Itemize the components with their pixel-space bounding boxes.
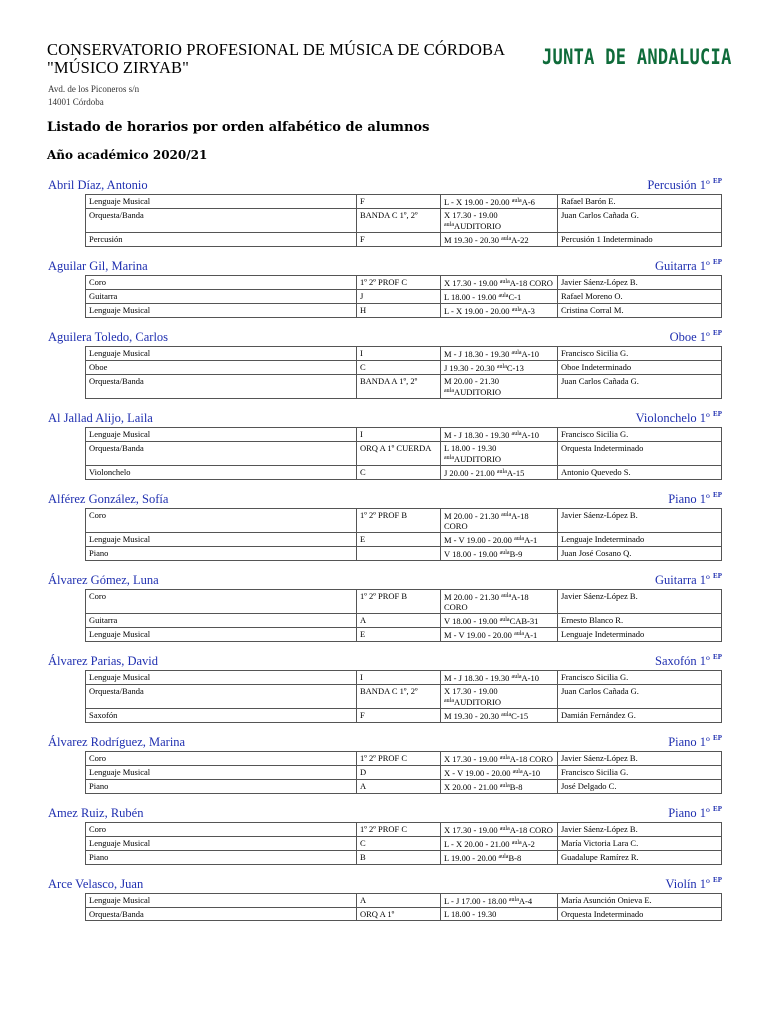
schedule-row <box>86 233 722 247</box>
aula-label: aula <box>496 469 507 475</box>
group-cell: I <box>357 671 441 685</box>
teacher-cell: Orquesta Indeterminado <box>558 908 722 921</box>
schedule-row <box>86 766 722 780</box>
schedule-table <box>85 194 722 247</box>
teacher-cell: Lenguaje Indeterminado <box>558 533 722 547</box>
teacher-cell: Antonio Quevedo S. <box>558 466 722 480</box>
subject-cell: Saxofón <box>86 709 357 723</box>
student-header <box>48 176 722 194</box>
group-cell: F <box>357 195 441 209</box>
time-cell: V 18.00 - 19.00 $^{aula}$B-9 <box>441 547 558 561</box>
schedule-row <box>86 709 722 723</box>
schedule-table <box>85 893 722 921</box>
subject-cell: Coro <box>86 752 357 766</box>
student-header <box>48 409 722 427</box>
group-cell: E <box>357 533 441 547</box>
time-cell: L 19.00 - 20.00 $^{aula}$B-8 <box>441 851 558 865</box>
teacher-cell: María Asunción Onieva E. <box>558 894 722 908</box>
teacher-cell: Rafael Barón E. <box>558 195 722 209</box>
aula-label: aula <box>444 222 454 228</box>
student-name: Alférez González, Sofía <box>48 492 169 506</box>
time-cell: L 18.00 - 19.30 $^{aula}$AUDITORIO <box>441 442 558 466</box>
student-course: Guitarra 1º $^{EP}$ <box>655 258 722 273</box>
student-course: Violonchelo 1º $^{EP}$ <box>635 410 722 425</box>
aula-label: aula <box>501 593 512 599</box>
schedule-table <box>85 427 722 480</box>
aula-label: aula <box>444 698 454 704</box>
student-course: Percusión 1º $^{EP}$ <box>647 177 722 192</box>
aula-label: aula <box>496 364 507 370</box>
schedule-row <box>86 466 722 480</box>
time-cell: M 20.00 - 21.30 $^{aula}$A-18 CORO <box>441 509 558 533</box>
subject-cell: Lenguaje Musical <box>86 837 357 851</box>
address-city: 14001 Córdoba <box>48 97 104 107</box>
subject-cell: Lenguaje Musical <box>86 894 357 908</box>
schedule-table <box>85 751 722 794</box>
group-cell: 1º 2º PROF C <box>357 823 441 837</box>
student-course: Piano 1º $^{EP}$ <box>668 734 722 749</box>
school-title <box>47 41 505 77</box>
teacher-cell: Javier Sáenz-López B. <box>558 276 722 290</box>
schedule-table <box>85 508 722 561</box>
course-level: EP <box>713 410 722 418</box>
time-cell: X 17.30 - 19.00 $^{aula}$AUDITORIO <box>441 209 558 233</box>
subject-cell: Lenguaje Musical <box>86 347 357 361</box>
junta-logo: JUNTA DE ANDALUCIA <box>542 45 732 70</box>
group-cell: ORQ A 1º CUERDA <box>357 442 441 466</box>
schedule-row <box>86 671 722 685</box>
schedule-row <box>86 908 722 921</box>
course-level: EP <box>713 734 722 742</box>
group-cell: I <box>357 347 441 361</box>
schedule-row <box>86 590 722 614</box>
teacher-cell: Javier Sáenz-López B. <box>558 752 722 766</box>
teacher-cell: Juan Carlos Cañada G. <box>558 685 722 709</box>
aula-label: aula <box>499 550 510 556</box>
course-level: EP <box>713 491 722 499</box>
student-header <box>48 804 722 822</box>
schedule-row <box>86 851 722 865</box>
aula-label: aula <box>511 198 522 204</box>
teacher-cell: Javier Sáenz-López B. <box>558 590 722 614</box>
subject-cell: Guitarra <box>86 614 357 628</box>
subject-cell: Orquesta/Banda <box>86 442 357 466</box>
group-cell: 1º 2º PROF C <box>357 276 441 290</box>
schedule-row <box>86 361 722 375</box>
teacher-cell: Francisco Sicilia G. <box>558 428 722 442</box>
group-cell: C <box>357 837 441 851</box>
schedule-row <box>86 304 722 318</box>
academic-year: Año académico 2020/21 <box>47 148 208 162</box>
student-header <box>48 875 722 893</box>
course-level: EP <box>713 653 722 661</box>
schedule-row <box>86 195 722 209</box>
aula-label: aula <box>514 536 525 542</box>
time-cell: L - X 20.00 - 21.00 $^{aula}$A-2 <box>441 837 558 851</box>
group-cell <box>357 547 441 561</box>
subject-cell: Coro <box>86 276 357 290</box>
student-course: Piano 1º $^{EP}$ <box>668 805 722 820</box>
aula-label: aula <box>501 512 512 518</box>
schedule-table <box>85 822 722 865</box>
group-cell: A <box>357 894 441 908</box>
teacher-cell: Juan Carlos Cañada G. <box>558 209 722 233</box>
subject-cell: Lenguaje Musical <box>86 304 357 318</box>
subject-cell: Orquesta/Banda <box>86 685 357 709</box>
student-course: Violín 1º $^{EP}$ <box>665 876 722 891</box>
time-cell: X 17.30 - 19.00 $^{aula}$A-18 CORO <box>441 276 558 290</box>
time-cell: M - V 19.00 - 20.00 $^{aula}$A-1 <box>441 628 558 642</box>
group-cell: A <box>357 614 441 628</box>
time-cell: M 20.00 - 21.30 $^{aula}$A-18 CORO <box>441 590 558 614</box>
schedule-row <box>86 442 722 466</box>
time-cell: X - V 19.00 - 20.00 $^{aula}$A-10 <box>441 766 558 780</box>
school-address <box>48 83 139 109</box>
aula-label: aula <box>512 769 523 775</box>
time-cell: M 20.00 - 21.30 $^{aula}$AUDITORIO <box>441 375 558 399</box>
course-level: EP <box>713 258 722 266</box>
subject-cell: Lenguaje Musical <box>86 533 357 547</box>
school-name: CONSERVATORIO PROFESIONAL DE MÚSICA DE CÓRDOBA <box>47 40 506 59</box>
aula-label: aula <box>499 279 510 285</box>
schedule-row <box>86 628 722 642</box>
group-cell: 1º 2º PROF B <box>357 590 441 614</box>
subject-cell: Coro <box>86 823 357 837</box>
time-cell: X 17.30 - 19.00 $^{aula}$A-18 CORO <box>441 823 558 837</box>
aula-label: aula <box>499 617 510 623</box>
aula-label: aula <box>498 293 509 299</box>
student-header <box>48 257 722 275</box>
teacher-cell: Javier Sáenz-López B. <box>558 823 722 837</box>
subject-cell: Violonchelo <box>86 466 357 480</box>
subject-cell: Percusión <box>86 233 357 247</box>
student-header <box>48 328 722 346</box>
student-header <box>48 490 722 508</box>
student-header <box>48 733 722 751</box>
schedule-row <box>86 780 722 794</box>
schedule-row <box>86 823 722 837</box>
subject-cell: Guitarra <box>86 290 357 304</box>
teacher-cell: Francisco Sicilia G. <box>558 347 722 361</box>
student-block <box>48 652 722 723</box>
teacher-cell: Rafael Moreno O. <box>558 290 722 304</box>
teacher-cell: José Delgado C. <box>558 780 722 794</box>
schedule-table <box>85 346 722 399</box>
time-cell: L - J 17.00 - 18.00 $^{aula}$A-4 <box>441 894 558 908</box>
address-street: Avd. de los Piconeros s/n <box>48 84 140 94</box>
student-name: Aguilera Toledo, Carlos <box>48 330 169 344</box>
student-name: Abril Díaz, Antonio <box>48 178 148 192</box>
group-cell: BANDA A 1º, 2º <box>357 375 441 399</box>
time-cell: V 18.00 - 19.00 $^{aula}$CAB-31 <box>441 614 558 628</box>
schedule-row <box>86 547 722 561</box>
aula-label: aula <box>511 350 522 356</box>
time-cell: J 19.30 - 20.30 $^{aula}$C-13 <box>441 361 558 375</box>
teacher-cell: Orquesta Indeterminado <box>558 442 722 466</box>
subject-cell: Piano <box>86 851 357 865</box>
teacher-cell: Javier Sáenz-López B. <box>558 509 722 533</box>
schedule-row <box>86 290 722 304</box>
aula-label: aula <box>514 631 525 637</box>
subject-cell: Coro <box>86 590 357 614</box>
subject-cell: Lenguaje Musical <box>86 671 357 685</box>
subject-cell: Oboe <box>86 361 357 375</box>
student-block <box>48 257 722 318</box>
time-cell: X 17.30 - 19.00 $^{aula}$AUDITORIO <box>441 685 558 709</box>
student-name: Álvarez Rodríguez, Marina <box>48 735 186 749</box>
subject-cell: Lenguaje Musical <box>86 766 357 780</box>
group-cell: ORQ A 1º <box>357 908 441 921</box>
schedule-row <box>86 209 722 233</box>
subject-cell: Piano <box>86 780 357 794</box>
subject-cell: Orquesta/Banda <box>86 908 357 921</box>
schedule-row <box>86 752 722 766</box>
time-cell: M - J 18.30 - 19.30 $^{aula}$A-10 <box>441 671 558 685</box>
group-cell: B <box>357 851 441 865</box>
course-level: EP <box>713 177 722 185</box>
schedule-row <box>86 837 722 851</box>
group-cell: C <box>357 361 441 375</box>
aula-label: aula <box>444 455 454 461</box>
time-cell: L 18.00 - 19.00 $^{aula}$C-1 <box>441 290 558 304</box>
time-cell: M 19.30 - 20.30 $^{aula}$A-22 <box>441 233 558 247</box>
student-block <box>48 571 722 642</box>
teacher-cell: Guadalupe Ramírez R. <box>558 851 722 865</box>
subject-cell: Lenguaje Musical <box>86 195 357 209</box>
student-name: Aguilar Gil, Marina <box>48 259 148 273</box>
teacher-cell: Cristina Corral M. <box>558 304 722 318</box>
schedule-row <box>86 428 722 442</box>
group-cell: F <box>357 233 441 247</box>
student-name: Al Jallad Alijo, Laila <box>48 411 153 425</box>
time-cell: X 17.30 - 19.00 $^{aula}$A-18 CORO <box>441 752 558 766</box>
student-block <box>48 409 722 480</box>
subject-cell: Orquesta/Banda <box>86 209 357 233</box>
student-header <box>48 571 722 589</box>
schedule-row <box>86 276 722 290</box>
group-cell: 1º 2º PROF C <box>357 752 441 766</box>
group-cell: E <box>357 628 441 642</box>
group-cell: A <box>357 780 441 794</box>
teacher-cell: María Victoria Lara C. <box>558 837 722 851</box>
aula-label: aula <box>498 854 509 860</box>
student-block <box>48 875 722 921</box>
time-cell: J 20.00 - 21.00 $^{aula}$A-15 <box>441 466 558 480</box>
schedule-table <box>85 670 722 723</box>
teacher-cell: Lenguaje Indeterminado <box>558 628 722 642</box>
list-title: Listado de horarios por orden alfabético de alumnos <box>47 120 430 135</box>
schedule-row <box>86 509 722 533</box>
student-block <box>48 328 722 399</box>
aula-label: aula <box>511 307 522 313</box>
schedule-table <box>85 275 722 318</box>
teacher-cell: Francisco Sicilia G. <box>558 766 722 780</box>
aula-label: aula <box>508 897 519 903</box>
students-list <box>48 176 722 931</box>
subject-cell: Piano <box>86 547 357 561</box>
aula-label: aula <box>511 674 522 680</box>
aula-label: aula <box>501 236 512 242</box>
student-header <box>48 652 722 670</box>
aula-label: aula <box>511 840 522 846</box>
schedule-row <box>86 614 722 628</box>
student-name: Arce Velasco, Juan <box>48 877 144 891</box>
group-cell: F <box>357 709 441 723</box>
teacher-cell: Percusión 1 Indeterminado <box>558 233 722 247</box>
group-cell: BANDA C 1º, 2º <box>357 685 441 709</box>
time-cell: L 18.00 - 19.30 <box>441 908 558 921</box>
group-cell: H <box>357 304 441 318</box>
course-level: EP <box>713 572 722 580</box>
time-cell: M - V 19.00 - 20.00 $^{aula}$A-1 <box>441 533 558 547</box>
group-cell: C <box>357 466 441 480</box>
course-level: EP <box>713 876 722 884</box>
group-cell: D <box>357 766 441 780</box>
schedule-row <box>86 533 722 547</box>
group-cell: 1º 2º PROF B <box>357 509 441 533</box>
group-cell: J <box>357 290 441 304</box>
teacher-cell: Ernesto Blanco R. <box>558 614 722 628</box>
student-block <box>48 176 722 247</box>
aula-label: aula <box>499 826 510 832</box>
group-cell: BANDA C 1º, 2º <box>357 209 441 233</box>
aula-label: aula <box>499 783 510 789</box>
teacher-cell: Oboe Indeterminado <box>558 361 722 375</box>
teacher-cell: Juan Carlos Cañada G. <box>558 375 722 399</box>
aula-label: aula <box>444 388 454 394</box>
teacher-cell: Juan José Cosano Q. <box>558 547 722 561</box>
schedule-row <box>86 894 722 908</box>
schedule-row <box>86 375 722 399</box>
teacher-cell: Francisco Sicilia G. <box>558 671 722 685</box>
aula-label: aula <box>501 712 512 718</box>
subject-cell: Coro <box>86 509 357 533</box>
time-cell: M - J 18.30 - 19.30 $^{aula}$A-10 <box>441 428 558 442</box>
student-name: Amez Ruiz, Rubén <box>48 806 144 820</box>
time-cell: L - X 19.00 - 20.00 $^{aula}$A-6 <box>441 195 558 209</box>
student-block <box>48 490 722 561</box>
student-name: Álvarez Parias, David <box>48 654 159 668</box>
course-level: EP <box>713 329 722 337</box>
schedule-row <box>86 347 722 361</box>
time-cell: M - J 18.30 - 19.30 $^{aula}$A-10 <box>441 347 558 361</box>
aula-label: aula <box>499 755 510 761</box>
student-course: Piano 1º $^{EP}$ <box>668 491 722 506</box>
student-course: Oboe 1º $^{EP}$ <box>669 329 722 344</box>
time-cell: X 20.00 - 21.00 $^{aula}$B-8 <box>441 780 558 794</box>
subject-cell: Orquesta/Banda <box>86 375 357 399</box>
course-level: EP <box>713 805 722 813</box>
schedule-row <box>86 685 722 709</box>
school-subname: "MÚSICO ZIRYAB" <box>47 58 189 77</box>
aula-label: aula <box>511 431 522 437</box>
student-course: Guitarra 1º $^{EP}$ <box>655 572 722 587</box>
subject-cell: Lenguaje Musical <box>86 628 357 642</box>
student-course: Saxofón 1º $^{EP}$ <box>655 653 722 668</box>
group-cell: I <box>357 428 441 442</box>
schedule-table <box>85 589 722 642</box>
time-cell: M 19.30 - 20.30 $^{aula}$C-15 <box>441 709 558 723</box>
student-name: Álvarez Gómez, Luna <box>48 573 159 587</box>
subject-cell: Lenguaje Musical <box>86 428 357 442</box>
teacher-cell: Damián Fernández G. <box>558 709 722 723</box>
student-block <box>48 804 722 865</box>
student-block <box>48 733 722 794</box>
time-cell: L - X 19.00 - 20.00 $^{aula}$A-3 <box>441 304 558 318</box>
